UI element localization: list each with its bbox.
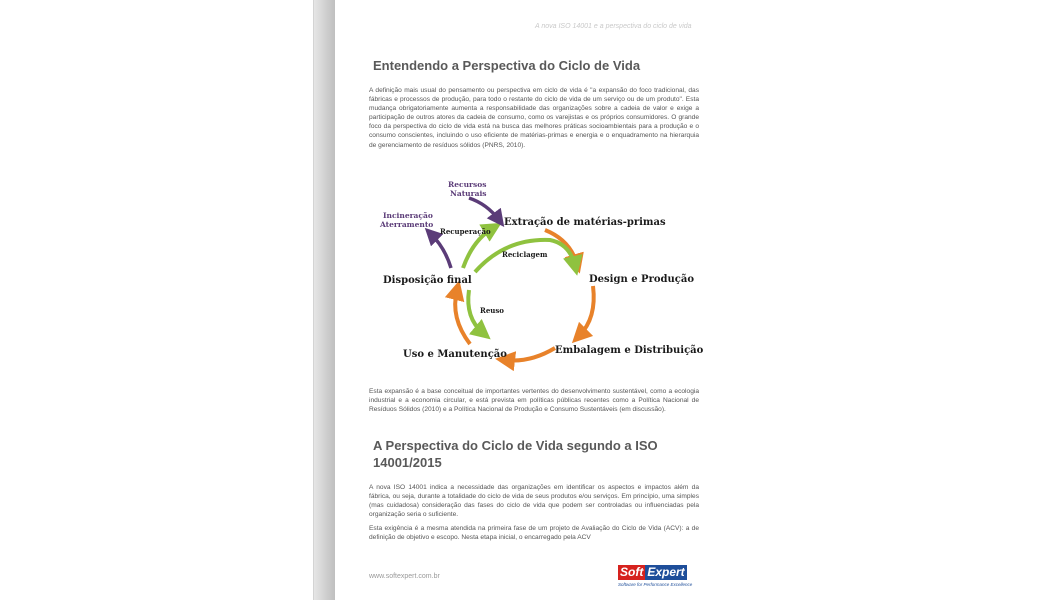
- stage-embalagem: Embalagem e Distribuição: [555, 345, 704, 356]
- recursos-label-1: Recursos: [448, 180, 487, 189]
- stage-uso: Uso e Manutenção: [403, 349, 507, 360]
- stage-disposicao: Disposição final: [383, 275, 472, 286]
- after-diagram-paragraph: Esta expansão é a base conceitual de importantes vertentes do desenvolvimento sustentável, como a ecologia industrial e a economia circular, e está prevista em políticas públicas recentes como a Política Nacional de Resíduos Sólidos (2010) e a Política Nacional de Produção e Consumo Sustentáveis (em discussão).: [369, 388, 699, 414]
- recursos-arrow: [469, 198, 499, 220]
- reuso-label: Reuso: [480, 306, 504, 315]
- logo-part-2: Expert: [647, 565, 685, 579]
- section2-paragraph-1: A nova ISO 14001 indica a necessidade das organizações em identificar os aspectos e impactos além da fábrica, ou seja, durante a totalidade do ciclo de vida de seus produtos e/ou serviços. Em princípio, uma simples (mas cuidadosa) consideração das fases do ciclo de vida que podem ser controladas ou influenciadas pela organização seria o suficiente.: [369, 484, 699, 519]
- viewer-gutter: [313, 0, 336, 600]
- incineracao-label-2: Aterramento: [380, 220, 434, 229]
- reciclagem-label: Reciclagem: [502, 250, 548, 259]
- cycle-arrow-design-embalagem: [579, 286, 594, 336]
- cycle-arrow-embalagem-uso: [505, 348, 555, 361]
- softexpert-logo: [618, 563, 698, 589]
- stage-design: Design e Produção: [589, 274, 695, 285]
- stage-extracao: Extração de matérias-primas: [504, 217, 666, 228]
- logo-part-1: Soft: [620, 565, 644, 579]
- logo-tagline: Software for Performance Excellence: [618, 582, 693, 587]
- section1-paragraph: A definição mais usual do pensamento ou perspectiva em ciclo de vida é "a expansão do foco tradicional, das fábricas e processos de produção, para todo o restante do ciclo de vida de um serviço ou de um produto". Esta mudança obrigatoriamente aumenta a responsabilidade das organizações sobre a cadeia de valor e exige a participação de outros atores da cadeia de consumo, como os varejistas e os próprios consumidores. O grande foco da perspectiva do ciclo de vida está na busca das melhores práticas socioambientais para a produção e o consumo conscientes, incluindo o uso eficiente de matérias-primas e energia e o enquadramento na hierarquia de gerenciamento de resíduos sólidos (PNRS, 2010).: [369, 87, 699, 149]
- incineracao-label-1: Incineração: [383, 211, 433, 220]
- recuperacao-label: Recuperação: [440, 227, 491, 236]
- life-cycle-diagram: [365, 168, 705, 373]
- section2-paragraph-2: Esta exigência é a mesma atendida na primeira fase de um projeto de Avaliação do Ciclo de Vida (ACV): a de definição de objetivo e escopo. Nesta etapa inicial, o encarregado pela ACV: [369, 525, 699, 542]
- section2-title: A Perspectiva do Ciclo de Vida segundo a ISO 14001/2015: [373, 438, 658, 470]
- recursos-label-2: Naturais: [450, 189, 487, 198]
- section1-title: Entendendo a Perspectiva do Ciclo de Vida: [373, 58, 641, 73]
- incineracao-arrow: [431, 234, 451, 268]
- running-header: A nova ISO 14001 e a perspectiva do ciclo de vida: [535, 23, 692, 30]
- footer-url: www.softexpert.com.br: [369, 573, 440, 580]
